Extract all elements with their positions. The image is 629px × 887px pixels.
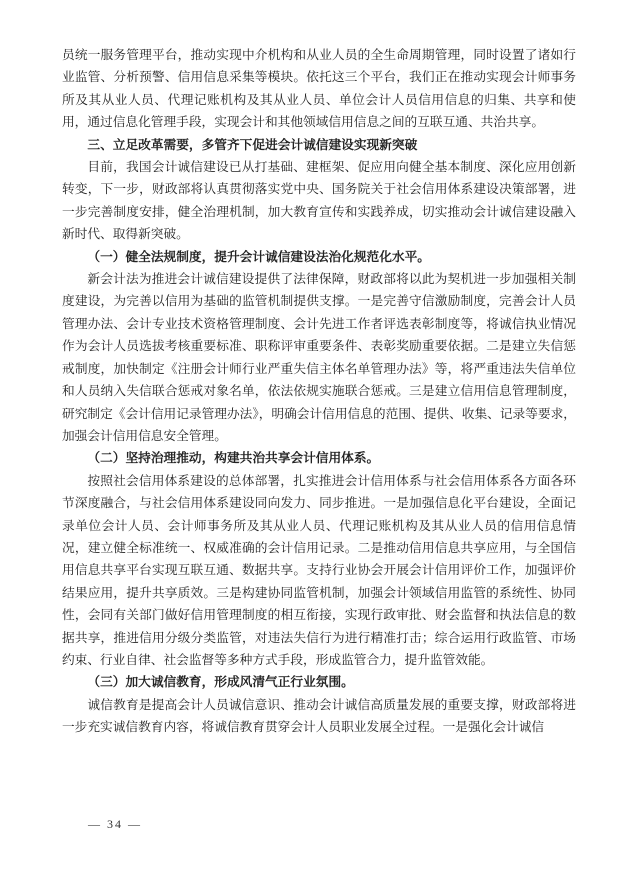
document-body	[62, 44, 576, 739]
page-number: — 34 —	[88, 817, 142, 831]
paragraph-governance: 按照社会信用体系建设的总体部署，扎实推进会计信用体系与社会信用体系各方面各环节深度融合，与社会信用体系建设同向发力、同步推进。一是加强信息化平台建设，全面记录单位会计人员、会计师事务所及其从业人员、代理记账机构及其从业人员的信用信息情况，建立健全标准统一、权威准确的会计信用记录。二是推动信用信息共享应用，与全国信用信息共享平台实现互联互通、数据共享。支持行业协会开展会计信用评价工作，加强评价结果应用，提升共享质效。三是构建协同监管机制，加强会计领域信用监管的系统性、协同性，会同有关部门做好信用管理制度的相互衔接，实现行政审批、财会监督和执法信息的数据共享，推进信用分级分类监管，对违法失信行为进行精准打击；综合运用行政监管、市场约束、行业自律、社会监督等多种方式手段，形成监管合力，提升监管效能。	[62, 472, 576, 667]
subheading-laws-regulations: （一）健全法规制度，提升会计诚信建设法治化规范化水平。	[87, 248, 430, 264]
subheading-governance: （二）坚持治理推动，构建共治共享会计信用体系。	[87, 450, 380, 466]
paragraph-platform-summary: 员统一服务管理平台，推动实现中介机构和从业人员的全生命周期管理，同时设置了诸如行业监管、分析预警、信用信息采集等模块。依托这三个平台，我们正在推动实现会计师事务所及其从业人员、代理记账机构及其从业人员、单位会计人员信用信息的归集、共享和使用，通过信息化管理手段，实现会计和其他领域信用信息之间的互联互通、共治共享。	[62, 47, 576, 130]
section-heading-reform: 三、立足改革需要，多管齐下促进会计诚信建设实现新突破	[87, 136, 418, 152]
paragraph-laws-regulations: 新会计法为推进会计诚信建设提供了法律保障，财政部将以此为契机进一步加强相关制度建设，为完善以信用为基础的监管机制提供支撑。一是完善守信激励制度，完善会计人员管理办法、会计专业技术资格管理制度、会计先进工作者评选表彰制度等，将诚信执业情况作为会计人员选拔考核重要标准、职称评审重要条件、表彰奖励重要依据。二是建立失信惩戒制度，加快制定《注册会计师行业严重失信主体名单管理办法》等，将严重违法失信单位和人员纳入失信联合惩戒对象名单，依法依规实施联合惩戒。三是建立信用信息管理制度，研究制定《会计信用记录管理办法》，明确会计信用信息的范围、提供、收集、记录等要求，加强会计信用信息安全管理。	[62, 271, 576, 443]
paragraph-reform-intro: 目前，我国会计诚信建设已从打基础、建框架、促应用向健全基本制度、深化应用创新转变，下一步，财政部将认真贯彻落实党中央、国务院关于社会信用体系建设决策部署，进一步完善制度安排，健全治理机制，加大教育宣传和实践养成，切实推动会计诚信建设融入新时代、取得新突破。	[62, 159, 576, 242]
subheading-integrity-education: （三）加大诚信教育，形成风清气正行业氛围。	[87, 674, 354, 690]
paragraph-integrity-education: 诚信教育是提高会计人员诚信意识、推动会计诚信高质量发展的重要支撑，财政部将进一步充实诚信教育内容，将诚信教育贯穿会计人员职业发展全过程。一是强化会计诚信	[62, 696, 576, 735]
